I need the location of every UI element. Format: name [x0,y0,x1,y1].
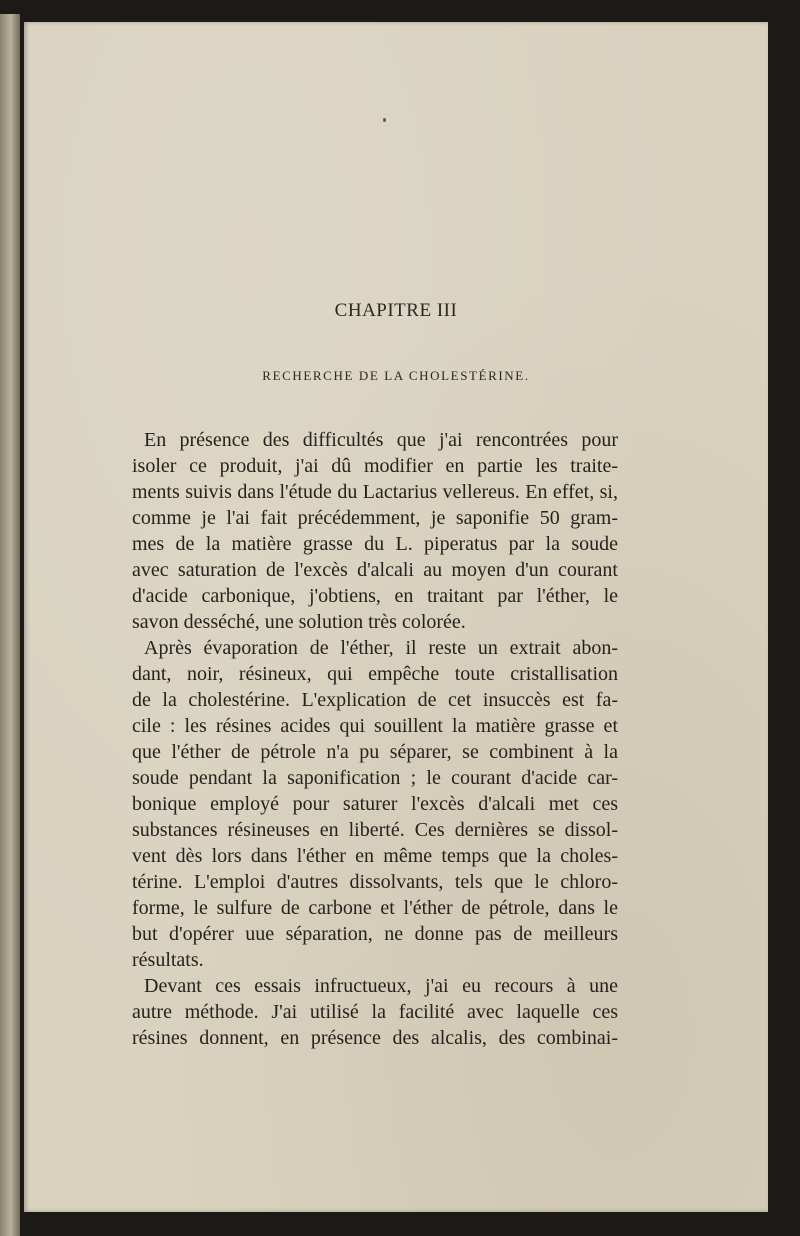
book-page [24,22,768,1212]
text-line: résultats. [132,949,204,971]
text-line: avec saturation de l'excès d'alcali au moyen d'un courant [132,559,618,581]
text-line: dant, noir, résineux, qui empêche toute cristallisation [132,663,618,685]
text-line: ments suivis dans l'étude du Lactarius vellereus. En effet, si, [132,481,618,503]
text-line: bonique employé pour saturer l'excès d'alcali met ces [132,793,618,815]
text-line: soude pendant la saponification ; le courant d'acide car- [132,767,618,789]
section-title: RECHERCHE DE LA CHOLESTÉRINE. [262,368,530,383]
text-line: vent dès lors dans l'éther en même temps que la choles- [132,845,618,867]
text-line: résines donnent, en présence des alcalis, des combinai- [132,1027,618,1049]
text-line: d'acide carbonique, j'obtiens, en traitant par l'éther, le [132,585,618,607]
text-line: autre méthode. J'ai utilisé la facilité avec laquelle ces [132,1001,618,1023]
previous-page-edge [0,14,20,1236]
text-line: but d'opérer uue séparation, ne donne pas de meilleurs [132,923,618,945]
text-line: cile : les résines acides qui souillent la matière grasse et [132,715,618,737]
text-line: de la cholestérine. L'explication de cet insuccès est fa- [132,689,618,711]
text-line: Après évaporation de l'éther, il reste un extrait abon- [144,637,618,659]
text-line: térine. L'emploi d'autres dissolvants, tels que le chloro- [132,871,618,893]
text-line: mes de la matière grasse du L. piperatus par la soude [132,533,618,555]
text-line: comme je l'ai fait précédemment, je saponifie 50 gram- [132,507,618,529]
text-line: En présence des difficultés que j'ai rencontrées pour [144,429,618,451]
text-line: forme, le sulfure de carbone et l'éther de pétrole, dans le [132,897,618,919]
paper-speck [383,118,386,122]
text-line: substances résineuses en liberté. Ces dernières se dissol- [132,819,618,841]
chapter-title: CHAPITRE III [334,300,458,321]
text-line: que l'éther de pétrole n'a pu séparer, se combinent à la [132,741,618,763]
text-line: Devant ces essais infructueux, j'ai eu recours à une [144,975,618,997]
text-line: isoler ce produit, j'ai dû modifier en partie les traite- [132,455,618,477]
text-line: savon desséché, une solution très colorée. [132,611,466,633]
